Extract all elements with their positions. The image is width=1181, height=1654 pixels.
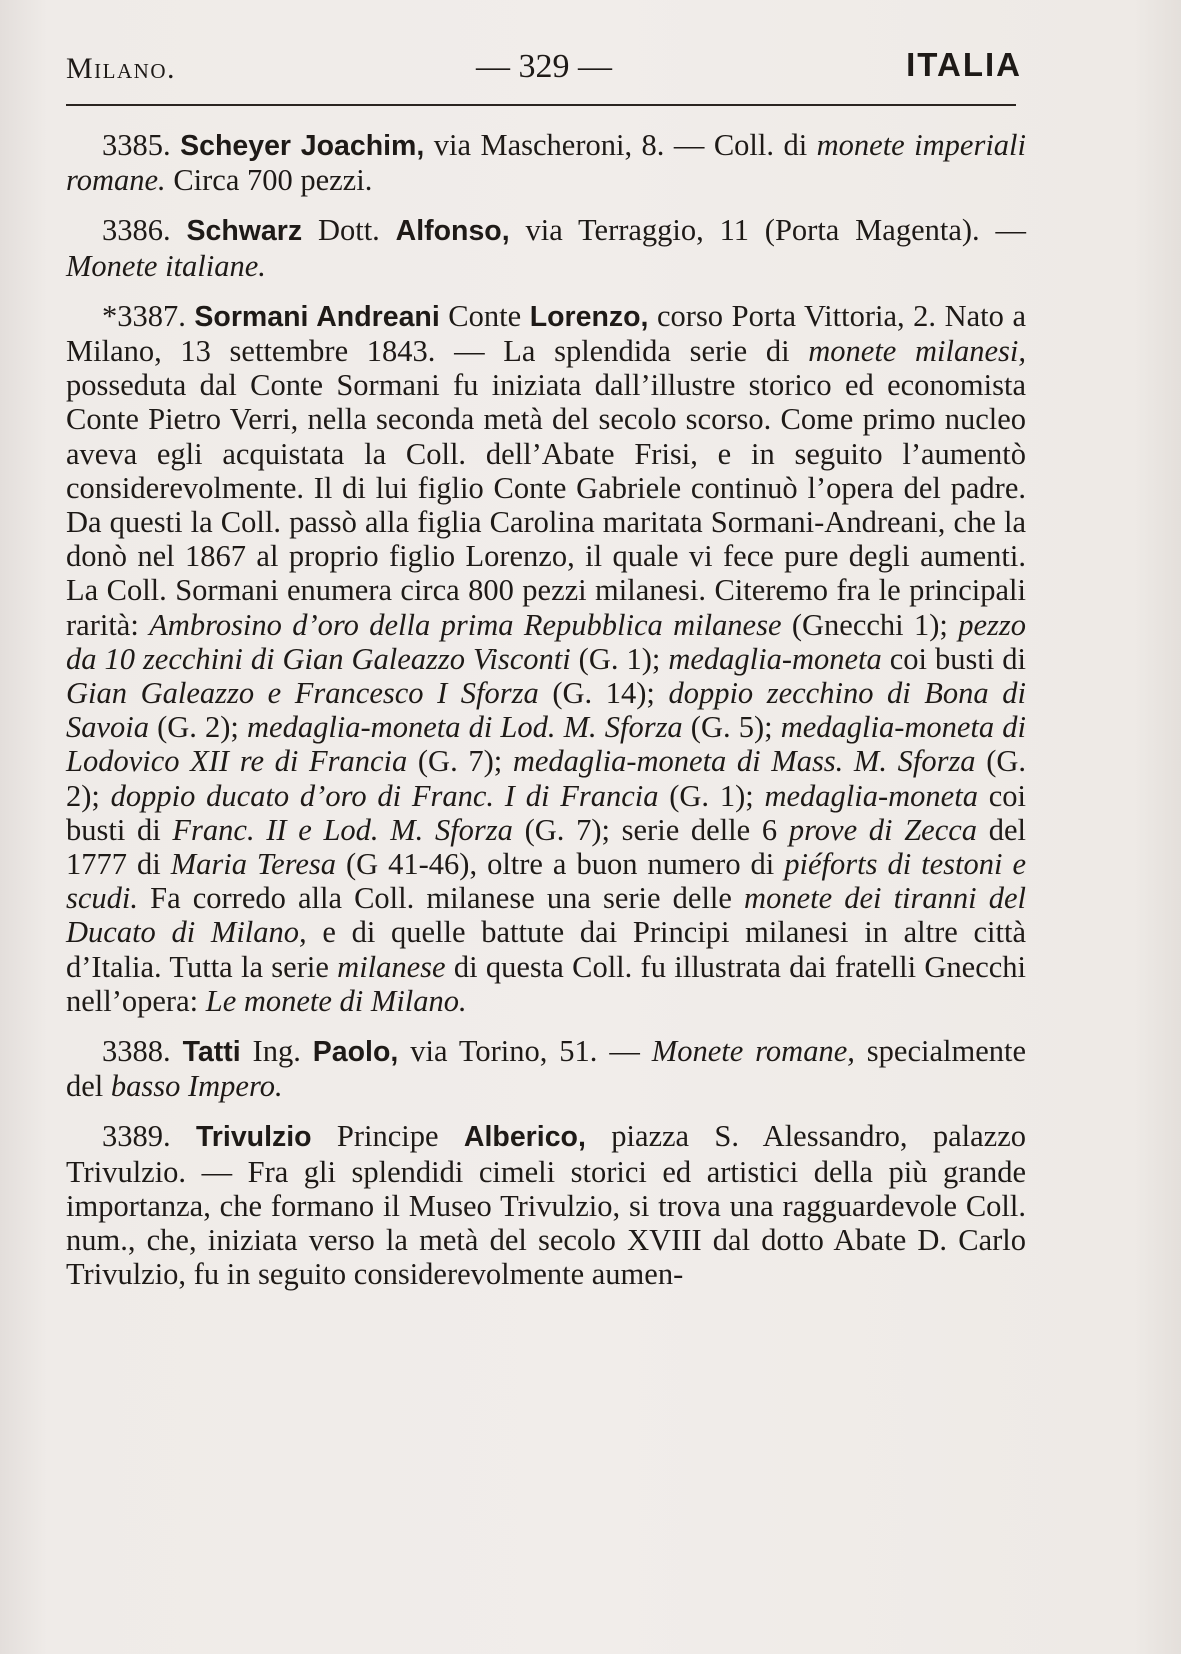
entry-italic-run: medaglia-moneta di Lodovico XII re di Francia (66, 710, 1026, 779)
entry-name-run: Scheyer Joachim, (180, 130, 425, 162)
entry-italic-run: Monete romane, (651, 1034, 855, 1069)
entry-text-run: (G. 14); (538, 676, 669, 711)
entry-italic-run: piéforts di testoni e scudi. (66, 847, 1026, 916)
entry-name-run: Trivulzio (195, 1121, 312, 1154)
header-country: ITALIA (906, 46, 1022, 83)
entry-text-run: (G. 1); (570, 641, 669, 676)
entry-text-run: di questa Coll. fu illustrata dai fratelli Gnecchi nell’opera: (66, 949, 1026, 1018)
entry-italic-run: pezzo da 10 zecchini di Gian Galeazzo Visconti (66, 607, 1026, 676)
entry-italic-run: Maria Teresa (170, 847, 337, 882)
running-header (66, 42, 1022, 92)
entry-italic-run: monete dei tiranni del Ducato di Milano, (66, 881, 1026, 950)
entry-name-run: Alberico, (463, 1121, 586, 1154)
entry-italic-run: milanese (337, 949, 446, 984)
entry-italic-run: medaglia-moneta (764, 778, 978, 813)
entry-text-run: Dott. (302, 213, 396, 248)
entry-1 (66, 213, 1026, 282)
entry-text-run: (G 41-46), oltre a buon numero di (336, 847, 785, 882)
entry-name-run: Lorenzo, (529, 300, 649, 333)
entry-italic-run: Gian Galeazzo e Francesco I Sforza (66, 676, 539, 711)
entry-text-run: e di quelle battute dai Principi milanesi in altre città d’Italia. Tutta la serie (66, 915, 1026, 984)
entry-text-run: (G. 1); (658, 778, 765, 813)
entry-text-run: (G. 5); (682, 710, 781, 745)
entry-italic-run: Franc. II e Lod. M. Sforza (172, 812, 513, 847)
entries-list (66, 128, 1026, 1292)
entry-text-run: Fa corredo alla Coll. milanese una serie delle (138, 881, 745, 916)
entry-text-run: Conte (439, 298, 530, 333)
entry-text-run: Principe (311, 1119, 464, 1154)
entry-italic-run: medaglia-moneta di Mass. M. Sforza (512, 744, 976, 779)
entry-text-run: coi busti di (881, 641, 1026, 676)
entry-text-run: del 1777 di (66, 812, 1026, 882)
entry-text-run: specialmente del (66, 1034, 1027, 1104)
entry-number: *3387. (102, 298, 186, 333)
entry-italic-run: Le monete di Milano. (205, 983, 467, 1018)
entry-text-run: Ing. (240, 1034, 313, 1069)
entry-italic-run: Monete italiane. (66, 248, 266, 283)
page-number: — 329 — (476, 48, 612, 85)
entry-text-run: via Torino, 51. — (398, 1034, 652, 1069)
entry-text-run: posseduta dal Conte Sormani fu iniziata dall’illustre storico ed economista Conte Pietro Verri, nella seconda metà del secolo scorso. Come primo nucleo aveva egli acquistata la Coll. dell’Abate Frisi, e in seguito l’aumentò considerevolmente. Il di lui figlio Conte Gabriele continuò l’opera del padre. Da questi la Coll. passò alla figlia Carolina maritata Sormani-Andreani, che la donò nel 1867 al proprio figlio Lorenzo, il quale vi fece pure degli aumenti. La Coll. Sormani enumera circa 800 pezzi milanesi. Citeremo fra le principali rarità: (66, 368, 1026, 642)
header-city: Milano. (66, 52, 176, 85)
entry-number: 3386. (102, 213, 171, 248)
entry-text-run: corso Porta Vittoria, 2. Nato a Milano, 13 settembre 1843. — La splendida serie di (66, 298, 1026, 369)
entry-italic-run: prove di Zecca (788, 812, 978, 847)
entry-3 (66, 1034, 1026, 1103)
entry-number: 3388. (102, 1034, 171, 1069)
entry-text-run: Circa 700 pezzi. (165, 163, 373, 198)
entry-italic-run: doppio ducato d’oro di Franc. I di Francia (110, 778, 659, 813)
entry-text-run: (G. 2); (149, 710, 248, 745)
entry-text-run: (G. 2); (66, 744, 1027, 813)
entry-text-run: via Mascheroni, 8. — Coll. di (424, 128, 817, 162)
entry-italic-run: monete milanesi, (808, 334, 1026, 369)
entry-text-run: piazza S. Alessandro, palazzo Trivulzio. — Fra gli splendidi cimeli storici ed artistici della più grande importanza, che formano il Museo Trivulzio, si trova una ragguardevole Coll. num., che, iniziata verso la metà del secolo XVIII dal dotto Abate D. Carlo Trivulzio, fu in seguito considerevolmente aumen- (66, 1119, 1026, 1292)
entry-text-run: (G. 7); serie delle 6 (512, 812, 789, 847)
header-rule (66, 104, 1016, 106)
entry-italic-run: medaglia-moneta di Lod. M. Sforza (247, 710, 683, 745)
entry-name-run: Schwarz (186, 215, 303, 248)
entry-name-run: Paolo, (312, 1036, 399, 1069)
entry-italic-run: medaglia-moneta (668, 641, 882, 676)
entry-0 (66, 128, 1026, 197)
entry-italic-run: basso Impero. (110, 1069, 283, 1104)
entry-name-run: Sormani Andreani (194, 300, 440, 333)
entry-text-run: (G. 7); (407, 744, 513, 779)
entry-number: 3385. (102, 128, 171, 162)
entry-name-run: Alfonso, (395, 215, 510, 248)
entry-2 (66, 299, 1026, 1018)
entry-text-run: coi busti di (66, 778, 1026, 847)
entry-text-run: (Gnecchi 1); (781, 607, 959, 642)
entry-4 (66, 1119, 1026, 1291)
entry-italic-run: Ambrosino d’oro della prima Repubblica milanese (149, 607, 782, 642)
entry-name-run: Tatti (182, 1036, 241, 1069)
entry-text-run: via Terraggio, 11 (Porta Magenta). — (509, 213, 1027, 248)
entry-number: 3389. (102, 1119, 171, 1154)
entry-italic-run: doppio zecchino di Bona di Savoia (66, 676, 1026, 745)
entry-italic-run: monete imperiali romane. (66, 128, 1027, 198)
